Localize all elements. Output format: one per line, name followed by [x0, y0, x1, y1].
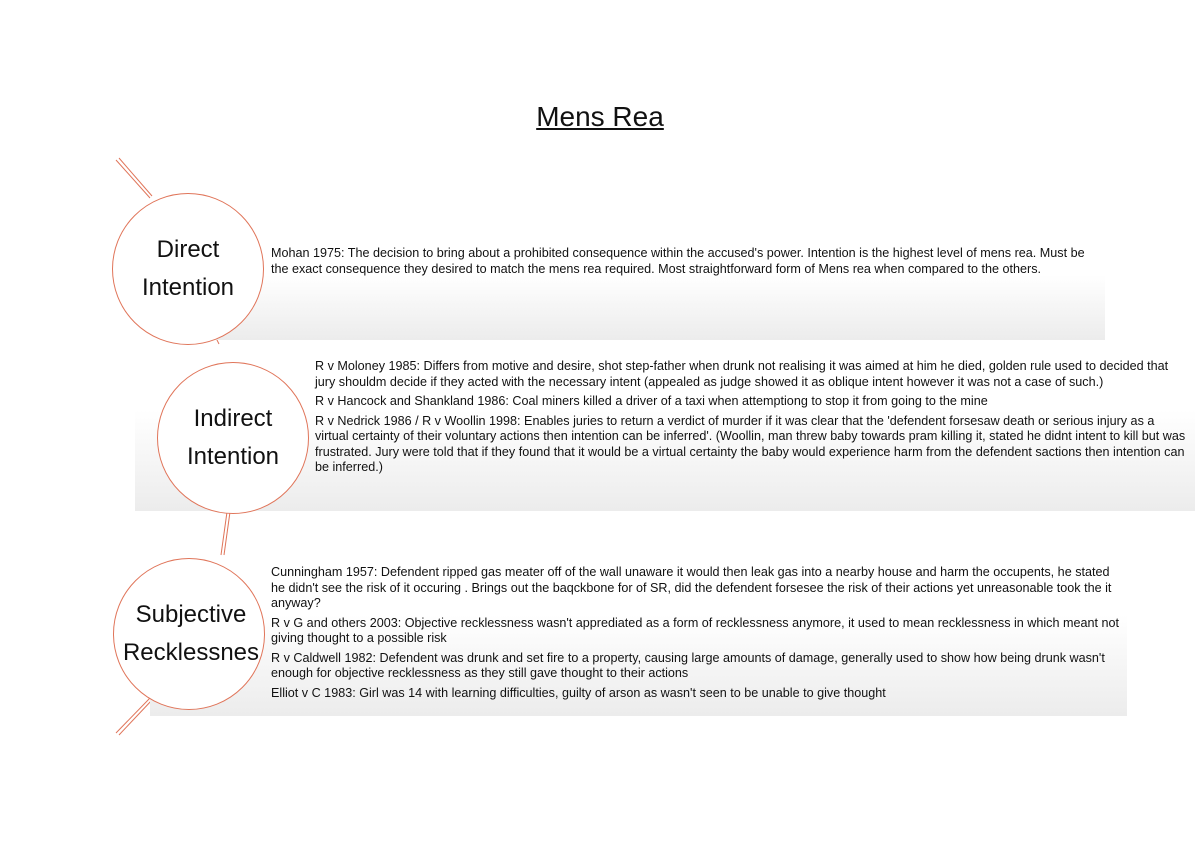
connector-line-bottom-inner [119, 700, 152, 735]
page-title: Mens Rea [536, 101, 664, 132]
case-entry: R v Caldwell 1982: Defendent was drunk and set fire to a property, causing large amounts of damage, generally used to show how being drunk wasn't enough for objective recklessness as they still gave thought to their actions [271, 650, 1105, 680]
connector-line-bottom [116, 698, 150, 733]
subjective-recklessness-entries [271, 565, 1121, 705]
case-entry: R v G and others 2003: Objective recklessness wasn't apprediated as a form of recklessness anymore, it used to mean recklessness in which meant not giving thought to a possible risk [271, 615, 1119, 645]
indirect-intention-node [157, 362, 309, 514]
connector-line-top [116, 160, 150, 198]
case-entry: Cunningham 1957: Defendent ripped gas meater off of the wall unaware it would then leak gas into a nearby house and harm the occupents, he stated he didn't see the risk of it occuring . Brings out the baqckbone for of SR, did the defendent forsesee the risk of their actions yet unreasonable took the it anyway? [271, 565, 1112, 610]
indirect-intention-entries [315, 359, 1190, 480]
connector-line-top-inner [119, 158, 152, 196]
node-label: Indirect Intention [186, 405, 280, 470]
node-label: Direct Intention [141, 236, 235, 301]
node-label: Subjective Recklessnes [122, 601, 260, 666]
case-entry: R v Moloney 1985: Differs from motive and desire, shot step-father when drunk not realising it was aimed at him he died, golden rule used to decided that jury shouldm decide if they acted with the necessary intent (appealed as judge showed it as oblique intent however it was not a case of such.) [315, 359, 1169, 389]
case-entry: Mohan 1975: The decision to bring about a prohibited consequence within the accused's power. Intention is the highest level of mens rea. Must be the exact consequence they desired to match the mens rea required. Most straightforward form of Mens rea when compared to the others. [271, 246, 1085, 276]
case-entry: R v Hancock and Shankland 1986: Coal miners killed a driver of a taxi when attemptiong to stop it from going to the mine [315, 394, 988, 408]
case-entry: Elliot v C 1983: Girl was 14 with learning difficulties, guilty of arson as wasn't seen to be unable to give thought [271, 685, 886, 700]
direct-intention-node [112, 193, 264, 345]
direct-intention-entries [271, 246, 1101, 281]
case-entry: R v Nedrick 1986 / R v Woollin 1998: Enables juries to return a verdict of murder if it was clear that the 'defendent forsesaw death or serious injury as a virtual certainty of their voluntary actions then intention can be inferred'. (Woollin, man threw baby towards pram killing it, stated he didnt intent to kill but was frustrated. Jury were told that if they found that it would be a virtual certainty the baby would experience harm from the defendent sactions then intention can be inferred.) [315, 413, 1186, 474]
connector-line-indirect-subjective-inner [224, 512, 230, 555]
connector-line-indirect-subjective [221, 512, 227, 555]
subjective-recklessness-node [113, 558, 265, 710]
